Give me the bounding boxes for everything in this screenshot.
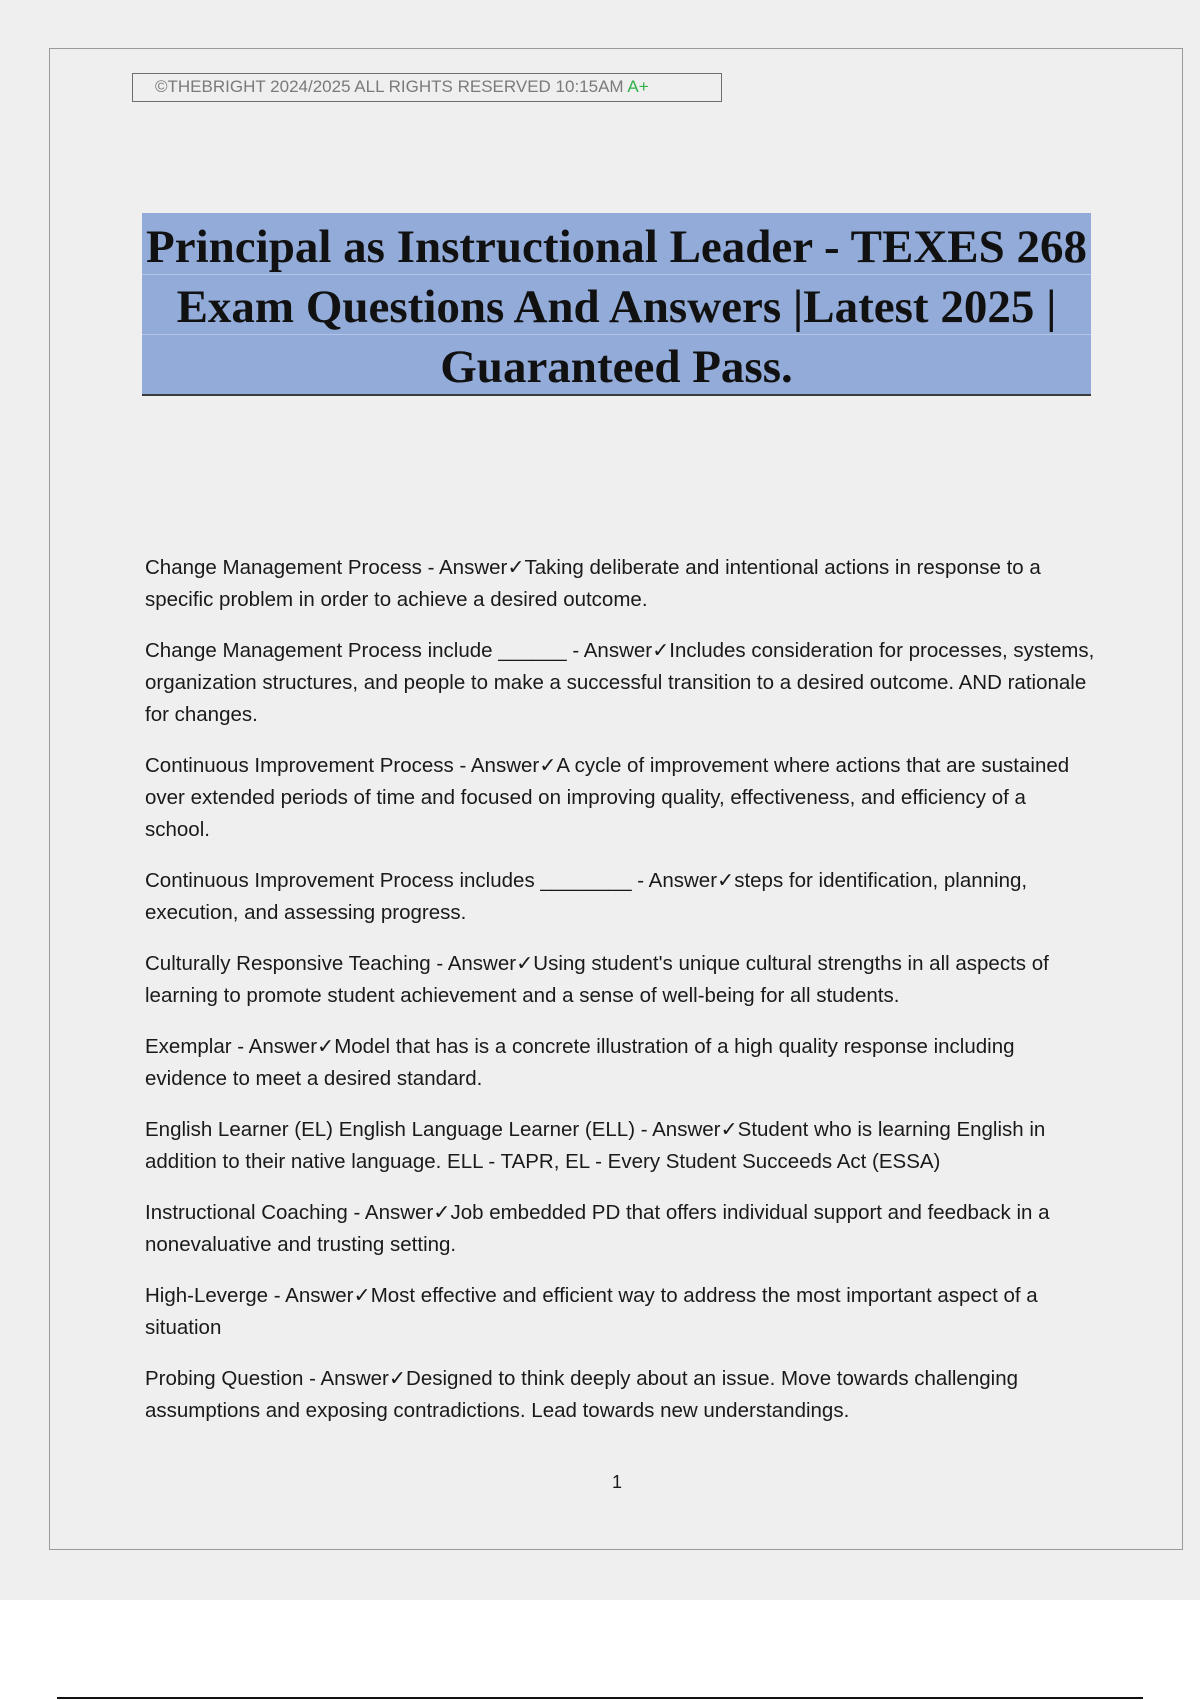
qa-item: Continuous Improvement Process includes ________ - Answer✓steps for identification, planning, execution, and assessing progress.	[145, 869, 1028, 924]
page-number: 1	[611, 1472, 622, 1492]
bottom-divider	[57, 1697, 1143, 1699]
qa-item: Change Management Process - Answer✓Taking deliberate and intentional actions in response to a specific problem in order to achieve a desired outcome.	[145, 556, 1041, 611]
qa-item: English Learner (EL) English Language Learner (ELL) - Answer✓Student who is learning English in addition to their native language. ELL - TAPR, EL - Every Student Succeeds Act (ESSA)	[145, 1118, 1046, 1173]
qa-item: Change Management Process include ______ - Answer✓Includes consideration for processes, systems, organization structures, and people to make a successful transition to a desired outcome. AND rationale for changes.	[145, 639, 1095, 726]
qa-list	[145, 552, 1095, 1446]
qa-item: Instructional Coaching - Answer✓Job embedded PD that offers individual support and feedback in a nonevaluative and trusting setting.	[145, 1201, 1050, 1256]
grade-badge: A+	[627, 77, 649, 96]
qa-item: Probing Question - Answer✓Designed to think deeply about an issue. Move towards challenging assumptions and exposing contradictions. Lead towards new understandings.	[145, 1367, 1018, 1422]
qa-item: Continuous Improvement Process - Answer✓A cycle of improvement where actions that are sustained over extended periods of time and focused on improving quality, effectiveness, and efficiency of a school.	[145, 754, 1070, 841]
qa-item: Culturally Responsive Teaching - Answer✓Using student's unique cultural strengths in all aspects of learning to promote student achievement and a sense of well-being for all students.	[145, 952, 1049, 1007]
copyright-text: ©THEBRIGHT 2024/2025 ALL RIGHTS RESERVED 10:15AM	[155, 77, 624, 96]
document-title: Principal as Instructional Leader - TEXES 268 Exam Questions And Answers |Latest 2025 | Guaranteed Pass.	[146, 221, 1087, 393]
qa-item: Exemplar - Answer✓Model that has is a concrete illustration of a high quality response including evidence to meet a desired standard.	[145, 1035, 1015, 1090]
title-banner	[142, 213, 1091, 396]
copyright-header	[132, 73, 722, 102]
qa-item: High-Leverge - Answer✓Most effective and efficient way to address the most important aspect of a situation	[145, 1284, 1038, 1339]
